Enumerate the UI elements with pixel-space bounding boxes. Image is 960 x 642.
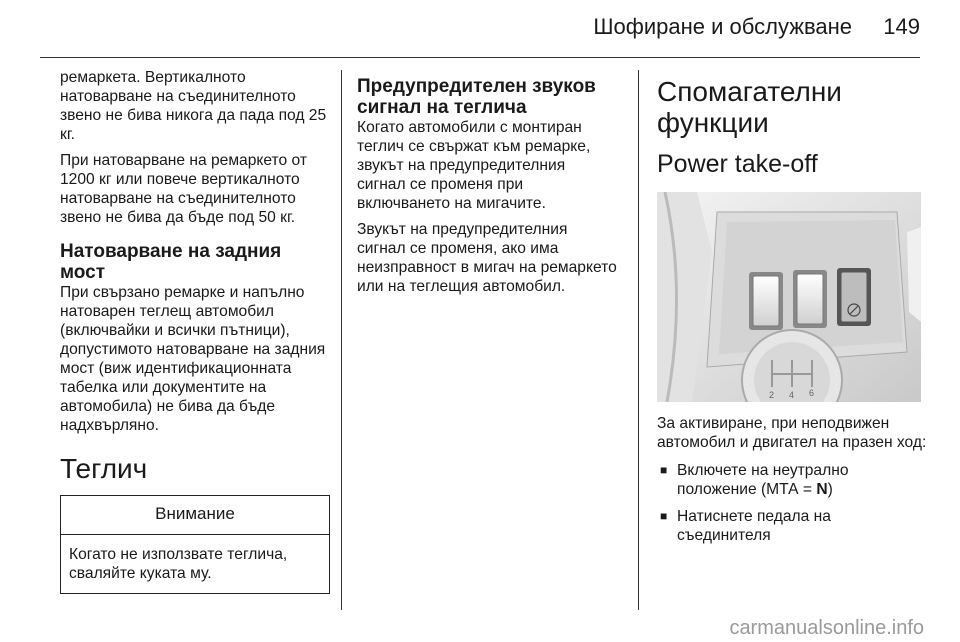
paragraph: ремаркета. Вертикалното натоварване на съединителното звено не бива никога да пада под 25 кг. xyxy=(60,69,327,143)
section-heading-warning-signal: Предупредителен звуков сигнал на теглича xyxy=(357,76,596,118)
gear-label-2: 2 xyxy=(769,390,775,400)
header-rule xyxy=(40,57,920,58)
warning-title: Внимание xyxy=(61,496,329,535)
column-divider-1 xyxy=(341,70,342,610)
section-heading-auxiliary: Спомагателни функции xyxy=(657,76,842,138)
header-title: Шофиране и обслужване xyxy=(593,14,852,39)
list-item-text: Натиснете педала на съединителя xyxy=(677,508,831,544)
watermark: carmanualsonline.info xyxy=(729,617,924,639)
section-heading-pto: Power take-off xyxy=(657,150,818,178)
paragraph: При натоварване на ремаркето от 1200 кг или повече вертикалното натоварване на съединителното звено не бива да бъде под 50 кг. xyxy=(60,152,307,226)
pto-switch-illustration xyxy=(657,192,921,402)
list-item-suffix: ) xyxy=(827,481,833,498)
paragraph: За активиране, при неподвижен автомобил и двигател на празен ход: xyxy=(657,415,927,451)
list-item xyxy=(657,461,927,499)
bullet-icon: ■ xyxy=(660,463,668,477)
gear-label-4: 4 xyxy=(789,390,795,400)
bullet-icon: ■ xyxy=(660,509,668,523)
list-item-text: Включете на неутрално положение (МТА = xyxy=(677,462,849,498)
warning-box xyxy=(60,495,330,594)
pto-switch-figure xyxy=(657,192,921,402)
list-item xyxy=(657,507,927,545)
warning-text: Когато не използвате теглича, сваляйте куката му. xyxy=(69,546,288,582)
section-heading-rear-axle: Натоварване на задния мост xyxy=(60,241,282,283)
paragraph: Когато автомобили с монтиран теглич се свържат към ремарке, звукът на предупредителния сигнал се променя при включването на мигачите. xyxy=(357,119,591,212)
column-2 xyxy=(357,68,617,303)
list-item-bold: N xyxy=(816,481,828,498)
column-1 xyxy=(60,68,330,594)
column-3 xyxy=(657,68,927,553)
column-divider-2 xyxy=(638,70,639,610)
instruction-list xyxy=(657,461,927,545)
section-heading-towbar: Теглич xyxy=(60,453,148,484)
paragraph: При свързано ремарке и напълно натоварен теглещ автомобил (включвайки и всички пътници), допустимото натоварване на задния мост (виж идентификационната табелка или документите на автомобила) не бива да бъде надхвърляно. xyxy=(60,284,326,434)
gear-label-6: 6 xyxy=(809,388,815,398)
page-number: 149 xyxy=(883,14,920,39)
paragraph: Звукът на предупредителния сигнал се променя, ако има неизправност в мигач на ремаркето или на теглещия автомобил. xyxy=(357,221,617,295)
